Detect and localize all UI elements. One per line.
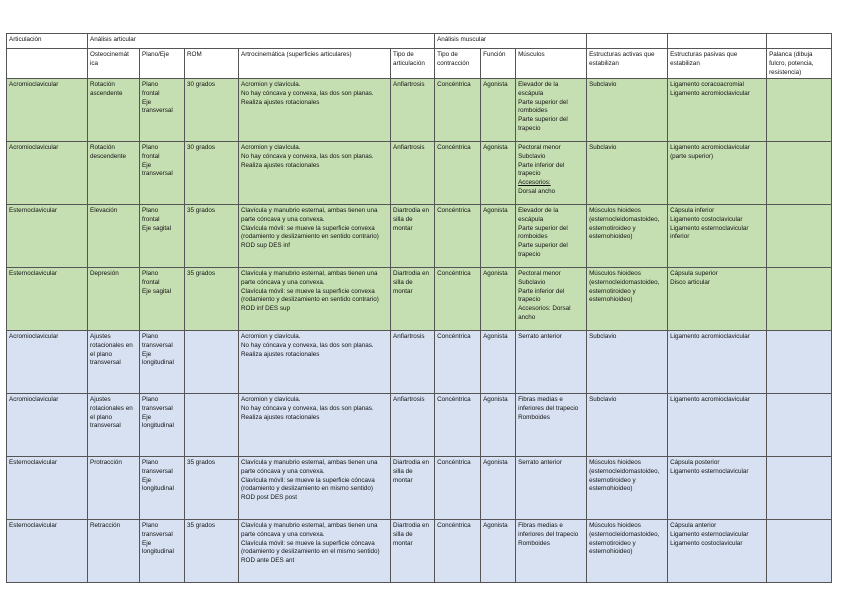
cell-palanca	[767, 393, 832, 456]
cell-line: Plano	[142, 80, 159, 88]
cell-line: Eje	[142, 350, 152, 358]
cell-line: Parte superior del romboides	[518, 98, 568, 115]
cell-articulacion: Esternoclavicular	[7, 267, 88, 330]
cell-artrocinematica	[239, 393, 391, 456]
cell-estructuras-activas	[587, 141, 668, 204]
cell-line: Eje	[142, 476, 152, 484]
cell-plano-eje	[140, 519, 185, 582]
cell-estructuras-pasivas	[668, 267, 767, 330]
cell-osteocinematica	[88, 78, 140, 141]
cell-line: frontal	[142, 278, 160, 286]
cell-line: Protracción	[90, 458, 122, 466]
cell-line: Acromion y clavícula.	[241, 80, 301, 88]
cell-line: Disco articular	[670, 278, 710, 286]
cell-tipo-articulacion	[391, 519, 435, 582]
cell-funcion: Agonista	[481, 78, 516, 141]
header-musculos: Músculos	[516, 49, 587, 79]
cell-tipo-articulacion	[391, 267, 435, 330]
cell-line: Eje	[142, 539, 152, 547]
cell-line: Realiza ajustes rotacionales	[241, 350, 320, 358]
cell-rom: 30 grados	[185, 78, 239, 141]
cell-tipo-contraccion: Concéntrica	[435, 393, 481, 456]
header-estructuras-pasivas: Estructuras pasivas que estabilizan	[668, 49, 767, 79]
cell-osteocinematica	[88, 519, 140, 582]
cell-line: Fibras medias e inferiores del trapecio	[518, 395, 579, 412]
cell-plano-eje	[140, 267, 185, 330]
cell-line: Eje	[142, 413, 152, 421]
cell-line: Clavícula y manubrio esternal, ambas tienen una parte cóncava y una convexa.	[241, 269, 378, 286]
cell-estructuras-pasivas	[668, 456, 767, 519]
cell-line: Realiza ajustes rotacionales	[241, 413, 320, 421]
cell-line: Plano	[142, 269, 159, 277]
cell-palanca	[767, 267, 832, 330]
header-row-groups	[7, 34, 832, 49]
cell-estructuras-activas	[587, 204, 668, 267]
table-row	[7, 519, 832, 582]
cell-line: Subclavio	[589, 395, 617, 403]
cell-line: Ligamento costoclavicular	[670, 215, 743, 223]
cell-line: Ligamento coracoacromial	[670, 80, 744, 88]
table-row	[7, 141, 832, 204]
header-palanca: Palanca (dibuja fulcro, potencia, resistencia)	[767, 49, 832, 79]
cell-tipo-articulacion	[391, 204, 435, 267]
cell-musculos	[516, 267, 587, 330]
joint-analysis-table	[6, 33, 832, 583]
cell-line: Clavícula y manubrio esternal, ambas tienen una parte cóncava y una convexa.	[241, 521, 378, 538]
cell-articulacion: Acromioclavicular	[7, 330, 88, 393]
cell-line: longitudinal	[142, 548, 174, 556]
cell-funcion: Agonista	[481, 141, 516, 204]
cell-articulacion: Acromioclavicular	[7, 78, 88, 141]
cell-line: transversal	[142, 404, 173, 412]
cell-line: Parte superior del trapecio	[518, 242, 568, 259]
cell-line: Ligamento costoclavicular	[670, 539, 743, 547]
cell-tipo-contraccion: Concéntrica	[435, 141, 481, 204]
cell-estructuras-pasivas	[668, 204, 767, 267]
cell-line: No hay cóncava y convexa, las dos son planas.	[241, 152, 374, 160]
cell-line: Rotación	[90, 80, 115, 88]
cell-articulacion: Acromioclavicular	[7, 141, 88, 204]
cell-line: Plano	[142, 332, 159, 340]
cell-musculos	[516, 330, 587, 393]
cell-plano-eje	[140, 393, 185, 456]
cell-line: Clavícula móvil: se mueve la superficie convexa (rodamiento y deslizamiento en sentido contrario) ROD sup DES inf	[241, 224, 379, 250]
cell-line: Acromion y clavícula.	[241, 395, 301, 403]
header-analisis-articular: Análisis articular	[88, 34, 435, 49]
header-empty-1	[587, 34, 668, 49]
cell-line: Cápsula anterior	[670, 521, 717, 529]
cell-rom	[185, 393, 239, 456]
header-analisis-muscular: Análisis muscular	[435, 34, 587, 49]
cell-plano-eje	[140, 204, 185, 267]
cell-line: Fibras medias e inferiores del trapecio	[518, 521, 579, 538]
cell-line: Diartrodia en silla de montar	[393, 458, 430, 484]
cell-funcion: Agonista	[481, 267, 516, 330]
table-row	[7, 456, 832, 519]
cell-tipo-contraccion: Concéntrica	[435, 204, 481, 267]
cell-line: longitudinal	[142, 359, 174, 367]
cell-tipo-contraccion: Concéntrica	[435, 330, 481, 393]
cell-line: Anfiartrosis	[393, 143, 425, 151]
cell-osteocinematica	[88, 204, 140, 267]
cell-articulacion: Esternoclavicular	[7, 519, 88, 582]
cell-line: Subclavio	[589, 332, 617, 340]
cell-estructuras-activas	[587, 519, 668, 582]
cell-musculos	[516, 393, 587, 456]
cell-line: ascendente	[90, 89, 123, 97]
cell-line: longitudinal	[142, 422, 174, 430]
cell-line: Eje sagital	[142, 224, 172, 232]
cell-artrocinematica	[239, 456, 391, 519]
cell-line: Clavícula y manubrio esternal, ambas tienen una parte cóncava y una convexa.	[241, 206, 378, 223]
cell-musculos	[516, 519, 587, 582]
cell-rom: 35 grados	[185, 519, 239, 582]
cell-line: Acromion y clavícula.	[241, 332, 301, 340]
cell-estructuras-pasivas	[668, 330, 767, 393]
cell-osteocinematica	[88, 141, 140, 204]
cell-line: Plano	[142, 206, 159, 214]
cell-musculos	[516, 204, 587, 267]
header-rom: ROM	[185, 49, 239, 79]
cell-estructuras-pasivas	[668, 78, 767, 141]
cell-rom	[185, 330, 239, 393]
cell-line: Elevador de la escápula	[518, 80, 559, 97]
cell-line: Pectoral menor	[518, 143, 561, 151]
cell-palanca	[767, 141, 832, 204]
cell-line: Ligamento esternoclavicular	[670, 530, 749, 538]
cell-line: Ajustes rotacionales en el plano transversal	[90, 395, 133, 430]
cell-line: Realiza ajustes rotacionales	[241, 98, 320, 106]
cell-line: Retracción	[90, 521, 121, 529]
cell-line: No hay cóncava y convexa, las dos son planas.	[241, 341, 374, 349]
cell-line: Ligamento esternoclavicular	[670, 467, 749, 475]
cell-estructuras-activas	[587, 267, 668, 330]
cell-osteocinematica	[88, 393, 140, 456]
cell-line: Clavícula móvil: se mueve la superficie cóncava (rodamiento y deslizamiento en mismo sentido) ROD post DES post	[241, 476, 375, 502]
cell-plano-eje	[140, 141, 185, 204]
cell-line: Parte superior del romboides	[518, 224, 568, 241]
cell-line: Músculos hioideos (esternocleidomastoideo, esternotiroideo y esternohioideo)	[589, 206, 660, 241]
cell-line: Subclavio	[518, 278, 546, 286]
cell-line: longitudinal	[142, 485, 174, 493]
cell-line: Diartrodia en silla de montar	[393, 269, 430, 295]
cell-line: Anfiartrosis	[393, 395, 425, 403]
cell-line: Ligamento esternoclavicular inferior	[670, 224, 749, 241]
cell-line: Dorsal ancho	[518, 188, 556, 196]
cell-palanca	[767, 204, 832, 267]
cell-palanca	[767, 330, 832, 393]
cell-line: Serrato anterior	[518, 458, 562, 466]
cell-line: Músculos hioideos (esternocleidomastoideo, esternotiroideo y esternohioideo)	[589, 269, 660, 304]
header-tipo-contraccion: Tipo de contracción	[435, 49, 481, 79]
cell-estructuras-pasivas	[668, 141, 767, 204]
cell-line: Diartrodia en silla de montar	[393, 206, 430, 232]
table-row	[7, 78, 832, 141]
cell-line: Accesorios:	[518, 179, 551, 187]
cell-line: Eje	[142, 161, 152, 169]
cell-palanca	[767, 456, 832, 519]
cell-tipo-contraccion: Concéntrica	[435, 456, 481, 519]
cell-rom: 35 grados	[185, 267, 239, 330]
cell-line: Ligamento acromioclavicular	[670, 89, 750, 97]
cell-plano-eje	[140, 456, 185, 519]
cell-artrocinematica	[239, 141, 391, 204]
cell-articulacion: Esternoclavicular	[7, 204, 88, 267]
cell-line: Plano	[142, 521, 159, 529]
cell-artrocinematica	[239, 204, 391, 267]
cell-musculos	[516, 141, 587, 204]
cell-line: Plano	[142, 458, 159, 466]
cell-line: Eje	[142, 98, 152, 106]
cell-line: Acromion y clavícula.	[241, 143, 301, 151]
cell-line: Subclavio	[589, 143, 617, 151]
cell-line: Parte inferior del trapecio	[518, 161, 565, 178]
cell-tipo-articulacion	[391, 78, 435, 141]
cell-musculos	[516, 456, 587, 519]
cell-artrocinematica	[239, 78, 391, 141]
cell-estructuras-activas	[587, 393, 668, 456]
cell-line: Anfiartrosis	[393, 332, 425, 340]
header-estructuras-activas: Estructuras activas que estabilizan	[587, 49, 668, 79]
cell-osteocinematica	[88, 456, 140, 519]
cell-line: transversal	[142, 467, 173, 475]
cell-plano-eje	[140, 78, 185, 141]
cell-line: Plano	[142, 143, 159, 151]
cell-estructuras-pasivas	[668, 393, 767, 456]
cell-line: frontal	[142, 89, 160, 97]
cell-tipo-contraccion: Concéntrica	[435, 519, 481, 582]
cell-artrocinematica	[239, 267, 391, 330]
cell-line: Cápsula superior	[670, 269, 718, 277]
cell-estructuras-activas	[587, 456, 668, 519]
cell-line: frontal	[142, 152, 160, 160]
table-row	[7, 267, 832, 330]
cell-artrocinematica	[239, 519, 391, 582]
cell-line: Anfiartrosis	[393, 80, 425, 88]
cell-line: Diartrodia en silla de montar	[393, 521, 430, 547]
cell-estructuras-activas	[587, 330, 668, 393]
cell-tipo-articulacion	[391, 141, 435, 204]
cell-line: Músculos hioideos (esternocleidomastoideo, esternotiroideo y esternohioideo)	[589, 521, 660, 556]
cell-artrocinematica	[239, 330, 391, 393]
header-row-columns	[7, 49, 832, 79]
header-empty-0	[7, 49, 88, 79]
cell-line: No hay cóncava y convexa, las dos son planas.	[241, 89, 374, 97]
cell-palanca	[767, 78, 832, 141]
cell-line: No hay cóncava y convexa, las dos son planas.	[241, 404, 374, 412]
cell-line: Serrato anterior	[518, 332, 562, 340]
cell-line: Eje sagital	[142, 287, 172, 295]
cell-line: Pectoral menor	[518, 269, 561, 277]
cell-line: Clavícula móvil: se mueve la superficie convexa (rodamiento y deslizamiento en sentido contrario) ROD inf DES sup	[241, 287, 379, 313]
cell-tipo-articulacion	[391, 456, 435, 519]
cell-line: Rotación	[90, 143, 115, 151]
header-plano-eje: Plano/Eje	[140, 49, 185, 79]
cell-line: descendente	[90, 152, 127, 160]
cell-rom: 30 grados	[185, 141, 239, 204]
cell-line: Subclavio	[518, 152, 546, 160]
cell-line: Clavícula y manubrio esternal, ambas tienen una parte cóncava y una convexa.	[241, 458, 378, 475]
cell-line: Músculos hioideos (esternocleidomastoideo, esternotiroideo y esternohioideo)	[589, 458, 660, 493]
document-sheet	[6, 33, 832, 583]
cell-line: Plano	[142, 395, 159, 403]
cell-funcion: Agonista	[481, 456, 516, 519]
cell-tipo-contraccion: Concéntrica	[435, 267, 481, 330]
cell-line: Ligamento acromioclavicular	[670, 395, 750, 403]
header-tipo-articulacion: Tipo de articulación	[391, 49, 435, 79]
table-row	[7, 330, 832, 393]
cell-funcion: Agonista	[481, 330, 516, 393]
cell-line: Parte superior del trapecio	[518, 116, 568, 133]
cell-line: Ligamento acromioclavicular (parte superior)	[670, 143, 750, 160]
cell-line: transversal	[142, 530, 173, 538]
cell-osteocinematica	[88, 267, 140, 330]
cell-line: Elevación	[90, 206, 118, 214]
header-articulacion: Articulación	[7, 34, 88, 49]
table-row	[7, 393, 832, 456]
cell-tipo-contraccion: Concéntrica	[435, 78, 481, 141]
cell-line: Elevador de la escápula	[518, 206, 559, 223]
cell-estructuras-activas	[587, 78, 668, 141]
header-empty-2	[668, 34, 767, 49]
header-empty-3	[767, 34, 832, 49]
cell-line: Cápsula inferior	[670, 206, 715, 214]
cell-funcion: Agonista	[481, 204, 516, 267]
cell-articulacion: Esternoclavicular	[7, 456, 88, 519]
cell-line: Ajustes rotacionales en el plano transversal	[90, 332, 133, 367]
cell-osteocinematica	[88, 330, 140, 393]
cell-line: Accesorios: Dorsal ancho	[518, 305, 571, 322]
table-row	[7, 204, 832, 267]
header-artrocinematica: Artrocinemática (superficies articulares)	[239, 49, 391, 79]
cell-rom: 35 grados	[185, 456, 239, 519]
header-osteocinematica: Osteocinemát ica	[88, 49, 140, 79]
cell-line: Subclavio	[589, 80, 617, 88]
cell-line: Parte inferior del trapecio	[518, 287, 565, 304]
cell-rom: 35 grados	[185, 204, 239, 267]
cell-tipo-articulacion	[391, 330, 435, 393]
cell-musculos	[516, 78, 587, 141]
cell-line: Romboides	[518, 413, 550, 421]
cell-line: Realiza ajustes rotacionales	[241, 161, 320, 169]
cell-line: Clavícula móvil: se mueve la superficie cóncava (rodamiento y deslizamiento en el mismo sentido) ROD ante DES ant	[241, 539, 380, 565]
cell-funcion: Agonista	[481, 519, 516, 582]
cell-funcion: Agonista	[481, 393, 516, 456]
cell-estructuras-pasivas	[668, 519, 767, 582]
header-funcion: Función	[481, 49, 516, 79]
cell-line: frontal	[142, 215, 160, 223]
cell-plano-eje	[140, 330, 185, 393]
cell-line: Cápsula posterior	[670, 458, 720, 466]
cell-palanca	[767, 519, 832, 582]
cell-line: Ligamento acromioclavicular	[670, 332, 750, 340]
cell-line: transversal	[142, 107, 173, 115]
cell-line: Depresión	[90, 269, 119, 277]
cell-articulacion: Acromioclavicular	[7, 393, 88, 456]
cell-line: transversal	[142, 170, 173, 178]
cell-tipo-articulacion	[391, 393, 435, 456]
cell-line: transversal	[142, 341, 173, 349]
cell-line: Romboides	[518, 539, 550, 547]
